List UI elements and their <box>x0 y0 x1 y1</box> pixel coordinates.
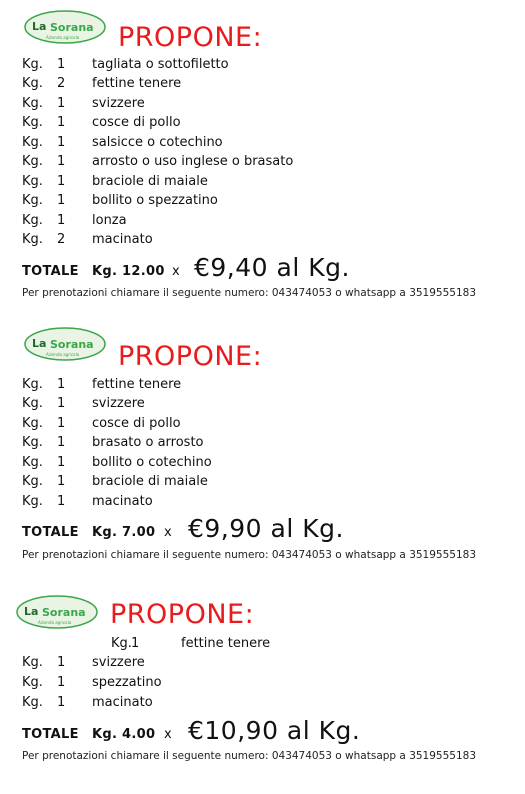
la-sorana-logo <box>24 10 104 42</box>
svg-text:Sorana: Sorana <box>50 338 94 351</box>
price: €9,40 al Kg. <box>194 253 350 282</box>
svg-text:La: La <box>32 20 47 33</box>
offer-title: PROPONE: <box>118 22 263 53</box>
total-weight: Kg. 12.00 <box>92 264 165 279</box>
svg-text:La: La <box>32 337 47 350</box>
svg-text:Azienda agricola: Azienda agricola <box>46 352 80 357</box>
offer-title: PROPONE: <box>110 599 255 630</box>
times-sign: x <box>172 264 180 279</box>
la-sorana-logo <box>16 595 96 627</box>
total-label: TOTALE <box>22 727 79 742</box>
svg-text:La: La <box>24 605 39 618</box>
price: €10,90 al Kg. <box>188 716 361 745</box>
svg-text:Azienda agricola: Azienda agricola <box>46 35 80 40</box>
price: €9,90 al Kg. <box>188 514 344 543</box>
total-label: TOTALE <box>22 525 79 540</box>
svg-text:Sorana: Sorana <box>42 606 86 619</box>
total-label: TOTALE <box>22 264 79 279</box>
total-weight: Kg. 7.00 <box>92 525 156 540</box>
times-sign: x <box>164 525 172 540</box>
svg-text:Azienda agricola: Azienda agricola <box>38 620 72 625</box>
booking-note: Per prenotazioni chiamare il seguente numero: 043474053 o whatsapp a 3519555183 <box>22 287 477 299</box>
la-sorana-logo <box>24 327 104 359</box>
offer-title: PROPONE: <box>118 341 263 372</box>
svg-text:Sorana: Sorana <box>50 21 94 34</box>
booking-note: Per prenotazioni chiamare il seguente numero: 043474053 o whatsapp a 3519555183 <box>22 750 477 762</box>
times-sign: x <box>164 727 172 742</box>
booking-note: Per prenotazioni chiamare il seguente numero: 043474053 o whatsapp a 3519555183 <box>22 549 477 561</box>
total-weight: Kg. 4.00 <box>92 727 156 742</box>
